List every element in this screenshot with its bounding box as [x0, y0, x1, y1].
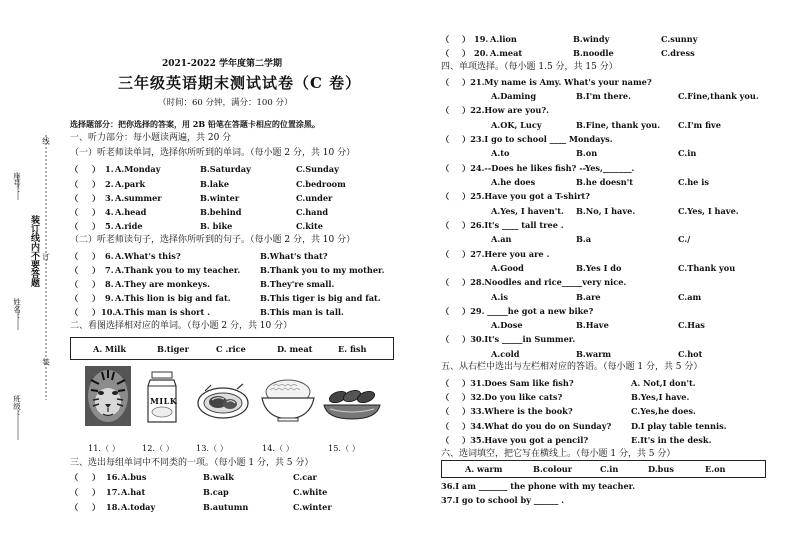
option-b: B.warm: [576, 349, 612, 359]
answer-paren[interactable]: （: [441, 249, 450, 259]
question-37[interactable]: 37.I go to school by ______ .: [441, 495, 565, 505]
option-a: A.Good: [491, 263, 524, 273]
answer-paren[interactable]: （: [70, 265, 79, 275]
option-a: A.Dose: [491, 320, 523, 330]
blank-14[interactable]: 14.（ ）: [262, 443, 294, 453]
question-text: ）28.Noodles and rice_____very nice.: [462, 277, 627, 287]
question-number: 1.: [105, 164, 114, 174]
question-number: 4.: [105, 207, 114, 217]
milk-label: MILK: [150, 396, 178, 406]
answer-paren[interactable]: （: [441, 105, 450, 115]
question-number: 5.: [105, 221, 114, 231]
option-b: B.windy: [573, 34, 610, 44]
answer-paren[interactable]: （: [441, 34, 450, 44]
question-36[interactable]: 36.I am _______ the phone with my teacher.: [441, 481, 636, 491]
option-a: A.Yes, I haven't.: [491, 206, 564, 216]
answer-paren-close: ）: [92, 472, 101, 482]
answer-paren[interactable]: （: [70, 307, 79, 317]
fish-picture: [322, 383, 382, 421]
option-c: C.bedroom: [296, 179, 346, 189]
option-b: B.I'm there.: [576, 91, 631, 101]
question-text: ）23.I go to school ____ Mondays.: [462, 134, 613, 144]
option-a: A.cold: [491, 349, 520, 359]
answer-paren-close: ）: [462, 48, 471, 58]
option-a: A.is: [491, 292, 508, 302]
question-text: ）30.It's _____in Summer.: [462, 334, 576, 344]
option-b: B.They're small.: [260, 279, 335, 289]
part2-title: 二、看图选择相对应的单词。（每小题 2 分，共 10 分）: [70, 321, 293, 331]
answer-paren[interactable]: （: [70, 472, 79, 482]
answer-paren-close: ）: [92, 307, 101, 317]
option-a: A.meat: [490, 48, 523, 58]
answer-paren-close: ）: [92, 251, 101, 261]
option-b: B.autumn: [203, 502, 249, 512]
exam-time-score: （时间：60 分钟，满分：100 分）: [158, 98, 293, 108]
answer-paren[interactable]: （: [441, 378, 450, 388]
question-number: 18.: [106, 502, 121, 512]
option-b: B.walk: [203, 472, 234, 482]
answer-paren[interactable]: （: [441, 392, 450, 402]
part1-sub1-title: （一）听老师读单词，选择你所听到的单词。（每小题 2 分，共 10 分）: [70, 148, 356, 158]
option-c: C.I'm five: [678, 120, 721, 130]
option-b: B.he doesn't: [576, 177, 634, 187]
match-right: E.It's in the desk.: [631, 435, 712, 445]
option-c: C.sunny: [661, 34, 698, 44]
part6-option-in: C.in: [600, 464, 619, 474]
option-b: B.Thank you to my mother.: [260, 265, 385, 275]
part1-title: 一、听力部分：每小题读两遍，共 20 分: [70, 133, 232, 143]
answer-paren-close: ）: [92, 179, 101, 189]
answer-paren[interactable]: （: [70, 279, 79, 289]
question-number: 10.: [101, 307, 116, 317]
question-number: 9.: [105, 293, 114, 303]
option-b: B.Saturday: [200, 164, 251, 174]
answer-paren[interactable]: （: [441, 406, 450, 416]
part2-option-rice: C .rice: [216, 344, 246, 354]
option-a: A.Thank you to my teacher.: [115, 265, 241, 275]
option-a: A.Daming: [491, 91, 537, 101]
match-right: A. Not,I don't.: [631, 378, 696, 388]
question-number: 17.: [106, 487, 121, 497]
option-c: C.kite: [296, 221, 323, 231]
question-text: ）21.My name is Amy. What's your name?: [462, 77, 652, 87]
option-c: C.car: [293, 472, 317, 482]
rice-picture: [258, 378, 318, 422]
part3-title: 三、选出每组单词中不同类的一项。（每小题 1 分，共 5 分）: [70, 458, 314, 468]
option-a: A.he does: [491, 177, 536, 187]
question-number: 6.: [105, 251, 114, 261]
binding-name-label: 姓名：: [12, 298, 22, 321]
match-left: ）31.Does Sam like fish?: [462, 378, 574, 388]
match-right: B.Yes,I have.: [631, 392, 690, 402]
answer-paren[interactable]: （: [441, 191, 450, 201]
option-b: B.a: [576, 234, 592, 244]
question-text: ）26.It's ____ tall tree .: [462, 220, 564, 230]
answer-paren[interactable]: （: [441, 277, 450, 287]
option-a: A.head: [115, 207, 147, 217]
binding-zhuang-char: 装: [41, 358, 51, 366]
part1-sub2-title: （二）听老师读句子，选择你所听到的句子。（每小题 2 分，共 10 分）: [70, 235, 356, 245]
question-number: 16.: [106, 472, 121, 482]
part6-option-colour: B.colour: [533, 464, 573, 474]
answer-paren[interactable]: （: [70, 251, 79, 261]
option-a: A.hat: [121, 487, 146, 497]
match-right: C.Yes,he does.: [631, 406, 696, 416]
answer-paren[interactable]: （: [441, 77, 450, 87]
option-b: B.What's that?: [260, 251, 328, 261]
option-c: C.he is: [678, 177, 709, 187]
answer-paren[interactable]: （: [441, 435, 450, 445]
part6-option-on: E.on: [705, 464, 726, 474]
answer-paren-close: ）: [92, 293, 101, 303]
answer-paren[interactable]: （: [70, 207, 79, 217]
option-a: A.park: [115, 179, 146, 189]
part2-option-fish: E. fish: [338, 344, 367, 354]
option-c: C.white: [293, 487, 328, 497]
option-b: B.winter: [200, 193, 240, 203]
question-number: 20.: [474, 48, 489, 58]
option-a: A.They are monkeys.: [115, 279, 210, 289]
answer-paren-close: ）: [92, 502, 101, 512]
answer-paren[interactable]: （: [441, 48, 450, 58]
option-a: A.OK, Lucy: [491, 120, 542, 130]
option-a: A.today: [121, 502, 156, 512]
binding-seat-label: 座号：: [12, 172, 22, 195]
part2-option-tiger: B.tiger: [157, 344, 189, 354]
match-left: ）35.Have you got a pencil?: [462, 435, 589, 445]
option-a: A.Monday: [115, 164, 161, 174]
match-right: D.I play table tennis.: [631, 421, 727, 431]
option-a: A.bus: [121, 472, 147, 482]
option-c: C.winter: [293, 502, 332, 512]
match-left: ）34.What do you do on Sunday?: [462, 421, 612, 431]
binding-warning: 装订线内不要答题: [29, 215, 39, 287]
exam-year: 2021-2022 学年度第二学期: [162, 59, 282, 69]
option-a: A.lion: [490, 34, 517, 44]
answer-paren-close: ）: [92, 279, 101, 289]
part5-title: 五、从右栏中选出与左栏相对应的答语。（每小题 1 分，共 5 分）: [441, 362, 703, 372]
exam-instruction: 选择题部分：把你选择的答案，用 2B 铅笔在答题卡相应的位置涂黑。: [70, 119, 320, 129]
meat-picture: [197, 383, 249, 419]
option-b: B.are: [576, 292, 601, 302]
question-text: ）25.Have you got a T-shirt?: [462, 191, 590, 201]
option-b: B.Yes I do: [576, 263, 622, 273]
answer-paren[interactable]: （: [441, 134, 450, 144]
answer-paren[interactable]: （: [441, 220, 450, 230]
part4-title: 四、单项选择。（每小题 1.5 分，共 15 分）: [441, 62, 618, 72]
option-b: B.Have: [576, 320, 609, 330]
question-text: ）27.Here you are .: [462, 249, 550, 259]
answer-paren[interactable]: （: [70, 487, 79, 497]
option-b: B.on: [576, 148, 598, 158]
answer-paren[interactable]: （: [70, 193, 79, 203]
option-b: B.noodle: [573, 48, 614, 58]
option-c: C.Thank you: [678, 263, 736, 273]
match-left: ）33.Where is the book?: [462, 406, 573, 416]
part6-title: 六、选词填空，把它写在横线上。（每小题 1 分，共 5 分）: [441, 449, 676, 459]
option-a: A.This lion is big and fat.: [115, 293, 231, 303]
question-number: 2.: [105, 179, 114, 189]
match-left: ）32.Do you like cats?: [462, 392, 563, 402]
question-text: ）24.--Does he likes fish? --Yes,_______.: [462, 163, 635, 173]
part6-option-bus: D.bus: [648, 464, 674, 474]
answer-paren[interactable]: （: [70, 221, 79, 231]
option-a: A.to: [491, 148, 510, 158]
answer-paren[interactable]: （: [441, 421, 450, 431]
option-c: C.in: [678, 148, 697, 158]
answer-paren-close: ）: [92, 221, 101, 231]
option-c: C./: [678, 234, 691, 244]
binding-class-label: 班级：: [12, 395, 22, 418]
blank-12[interactable]: 12.（ ）: [142, 443, 174, 453]
binding-ding-char: 订: [41, 253, 51, 261]
option-c: C.am: [678, 292, 702, 302]
option-c: C.hand: [296, 207, 329, 217]
option-b: B.No, I have.: [576, 206, 636, 216]
option-a: A.What's this?: [115, 251, 181, 261]
part2-option-meat: D. meat: [277, 344, 313, 354]
option-c: C.hot: [678, 349, 703, 359]
answer-paren[interactable]: （: [441, 306, 450, 316]
option-a: A.summer: [115, 193, 162, 203]
part2-option-milk: A. Milk: [93, 344, 127, 354]
answer-paren-close: ）: [92, 265, 101, 275]
option-c: C.Has: [678, 320, 705, 330]
question-number: 8.: [105, 279, 114, 289]
option-a: A.ride: [115, 221, 143, 231]
part6-option-warm: A. warm: [465, 464, 503, 474]
answer-paren-close: ）: [92, 193, 101, 203]
option-c: C.Yes, I have.: [678, 206, 739, 216]
option-c: C.Sunday: [296, 164, 339, 174]
option-b: B.This tiger is big and fat.: [260, 293, 381, 303]
answer-paren[interactable]: （: [70, 164, 79, 174]
option-b: B.behind: [200, 207, 242, 217]
blank-13[interactable]: 13.（ ）: [196, 443, 228, 453]
tiger-picture: [85, 366, 131, 426]
option-a: A.This man is short .: [115, 307, 210, 317]
blank-11[interactable]: 11.（ ）: [88, 443, 120, 453]
option-b: B.lake: [200, 179, 230, 189]
question-text: ）22.How are you?.: [462, 105, 550, 115]
option-c: C.under: [296, 193, 333, 203]
answer-paren-close: ）: [462, 34, 471, 44]
option-c: C.dress: [661, 48, 695, 58]
option-b: B. bike: [200, 221, 233, 231]
blank-15[interactable]: 15.（ ）: [328, 443, 360, 453]
answer-paren[interactable]: （: [441, 163, 450, 173]
option-b: B.This man is tall.: [260, 307, 344, 317]
option-c: C.Fine,thank you.: [678, 91, 759, 101]
answer-paren[interactable]: （: [70, 502, 79, 512]
question-text: ）29. _____he got a new bike?: [462, 306, 594, 316]
question-number: 19.: [474, 34, 489, 44]
option-b: B.cap: [203, 487, 229, 497]
option-a: A.an: [491, 234, 512, 244]
answer-paren-close: ）: [92, 487, 101, 497]
answer-paren[interactable]: （: [441, 334, 450, 344]
answer-paren[interactable]: （: [70, 179, 79, 189]
question-number: 3.: [105, 193, 114, 203]
exam-title: 三年级英语期末测试试卷（C 卷）: [118, 74, 362, 92]
option-b: B.Fine, thank you.: [576, 120, 661, 130]
answer-paren[interactable]: （: [70, 293, 79, 303]
binding-line-char: 线: [41, 137, 51, 145]
answer-paren-close: ）: [92, 207, 101, 217]
answer-paren-close: ）: [92, 164, 101, 174]
question-number: 7.: [105, 265, 114, 275]
